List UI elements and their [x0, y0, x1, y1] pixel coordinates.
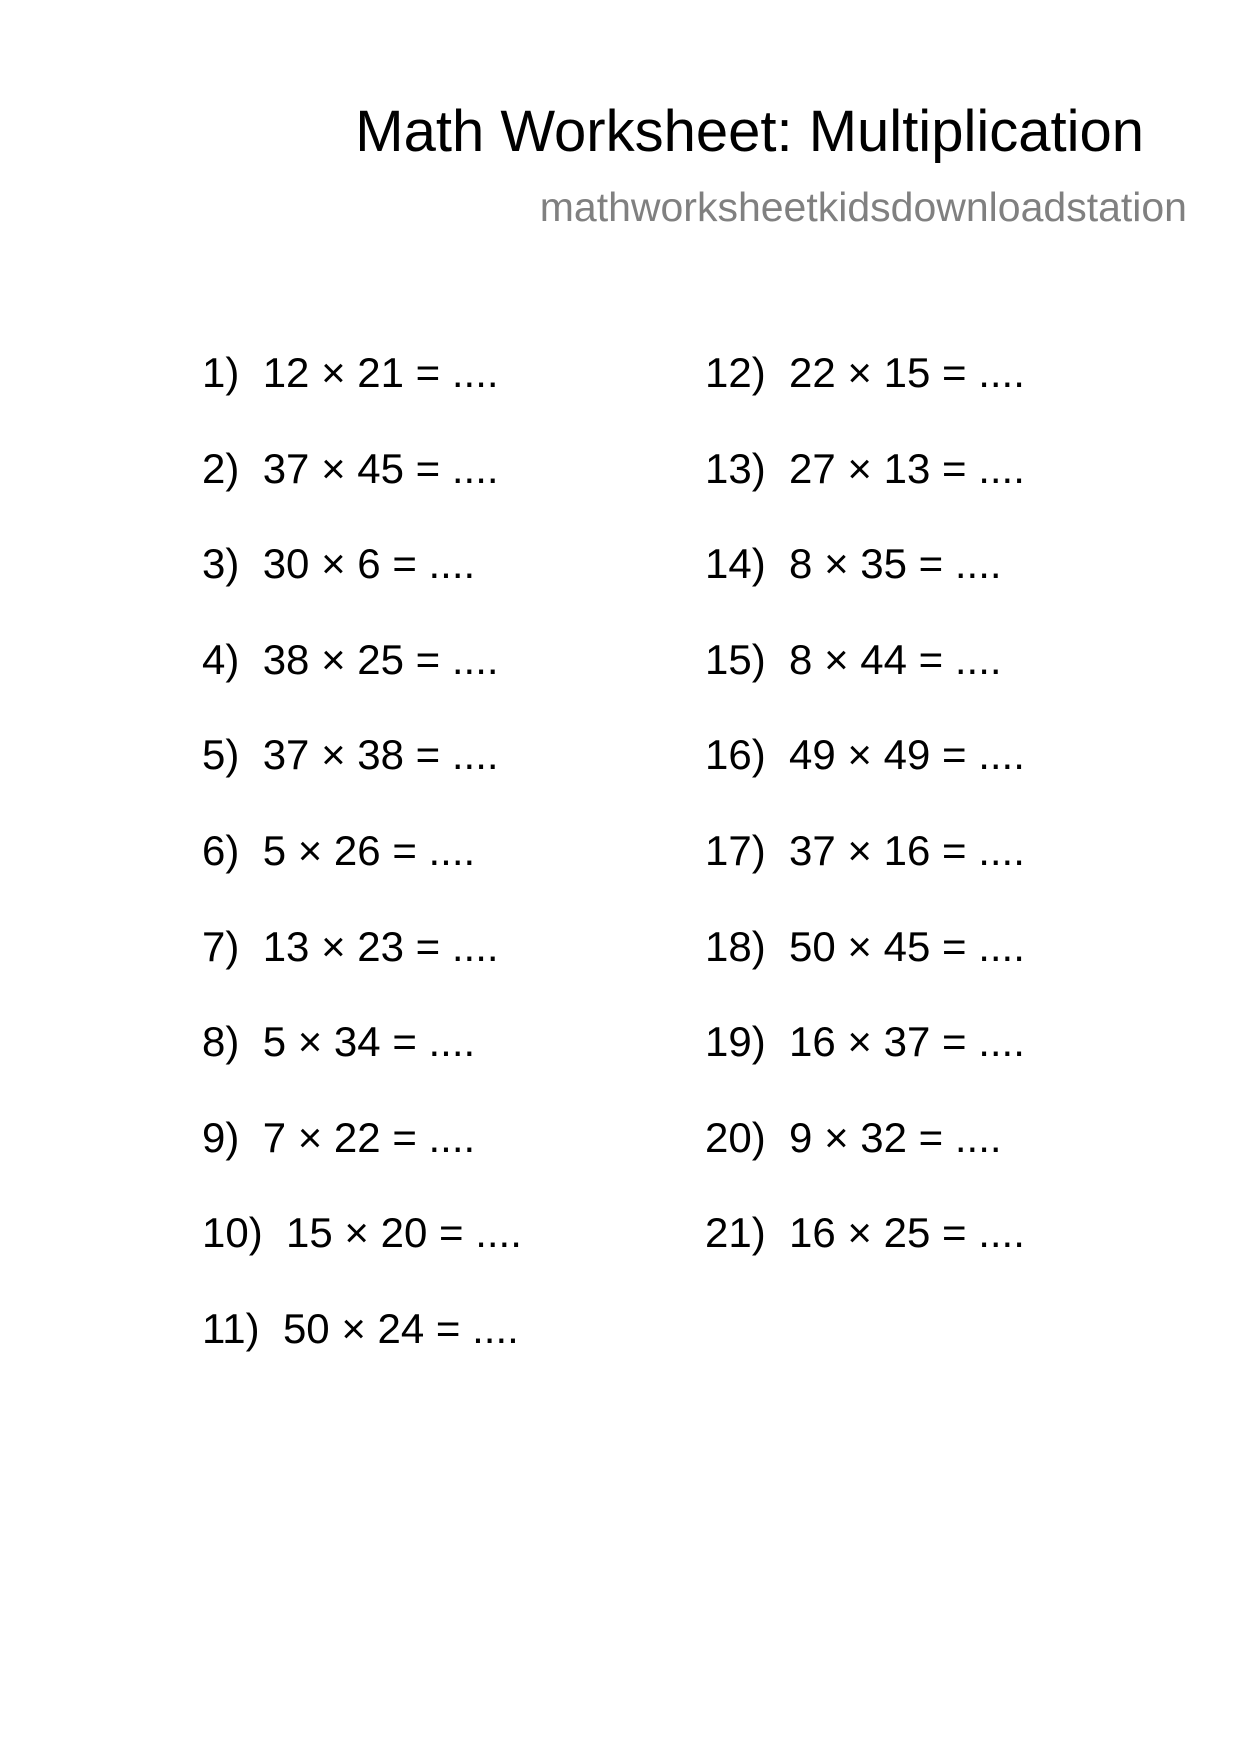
- problem-expression: 16 × 37 = ....: [789, 1018, 1025, 1066]
- problem-item: [202, 1304, 522, 1404]
- problem-expression: 5 × 34 = ....: [262, 1018, 476, 1066]
- problem-item: [705, 826, 1025, 926]
- problem-number: 5): [202, 731, 240, 779]
- problem-item: [202, 1209, 522, 1308]
- problem-number: 1): [202, 349, 240, 396]
- problem-expression: 37 × 38 = ....: [262, 731, 499, 779]
- problem-item: [202, 731, 522, 830]
- problem-item: [202, 1018, 522, 1117]
- problem-number: 12): [705, 349, 766, 396]
- problem-item: [705, 635, 1025, 735]
- problem-number: 13): [705, 444, 766, 492]
- problem-number: 18): [705, 922, 766, 970]
- problem-item: [202, 349, 522, 448]
- problem-item: [705, 922, 1025, 1022]
- problem-item: [202, 444, 522, 544]
- problem-expression: 13 × 23 = ....: [262, 922, 499, 970]
- problem-item: [705, 444, 1025, 544]
- problem-number: 17): [705, 826, 766, 874]
- problem-item: [202, 1113, 522, 1213]
- problem-expression: 37 × 16 = ....: [789, 826, 1025, 874]
- problem-expression: 27 × 13 = ....: [789, 444, 1025, 492]
- problem-expression: 50 × 24 = ....: [282, 1304, 519, 1352]
- problem-item: [705, 1209, 1025, 1308]
- problem-expression: 9 × 32 = ....: [789, 1113, 1002, 1161]
- problem-expression: 49 × 49 = ....: [789, 731, 1025, 779]
- problem-item: [202, 635, 522, 735]
- problem-number: 11): [202, 1304, 260, 1352]
- problem-item: [202, 826, 522, 926]
- problem-number: 4): [202, 635, 240, 683]
- problem-expression: 7 × 22 = ....: [262, 1113, 476, 1161]
- problem-number: 14): [705, 540, 766, 588]
- problem-expression: 8 × 35 = ....: [789, 540, 1002, 588]
- problem-item: [705, 1113, 1025, 1213]
- problem-expression: 15 × 20 = ....: [286, 1209, 522, 1257]
- problem-expression: 38 × 25 = ....: [262, 635, 499, 683]
- page-title: Math Worksheet: Multiplication: [355, 99, 1144, 164]
- problem-expression: 22 × 15 = ....: [789, 349, 1025, 396]
- problem-expression: 30 × 6 = ....: [262, 540, 476, 588]
- problem-number: 9): [202, 1113, 240, 1161]
- problem-number: 10): [202, 1209, 263, 1257]
- problem-item: [202, 540, 522, 639]
- problem-number: 16): [705, 731, 766, 779]
- problem-item: [705, 349, 1025, 448]
- problem-number: 19): [705, 1018, 766, 1066]
- problem-number: 3): [202, 540, 240, 588]
- problem-expression: 8 × 44 = ....: [789, 635, 1002, 683]
- problems-column-left: [202, 349, 522, 1404]
- problem-expression: 5 × 26 = ....: [262, 826, 476, 874]
- problem-number: 8): [202, 1018, 240, 1066]
- problem-item: [202, 922, 522, 1022]
- problem-expression: 37 × 45 = ....: [262, 444, 499, 492]
- problem-expression: 16 × 25 = ....: [789, 1209, 1025, 1257]
- problem-number: 20): [705, 1113, 766, 1161]
- site-subtitle: mathworksheetkidsdownloadstation: [539, 184, 1187, 230]
- problem-expression: 12 × 21 = ....: [262, 349, 499, 396]
- problem-number: 6): [202, 826, 240, 874]
- problem-item: [705, 540, 1025, 639]
- problem-number: 2): [202, 444, 240, 492]
- problem-item: [705, 1018, 1025, 1117]
- problem-number: 7): [202, 922, 240, 970]
- problem-number: 21): [705, 1209, 766, 1257]
- problem-expression: 50 × 45 = ....: [789, 922, 1025, 970]
- problem-item: [705, 731, 1025, 830]
- problem-number: 15): [705, 635, 766, 683]
- problems-column-right: [705, 349, 1025, 1308]
